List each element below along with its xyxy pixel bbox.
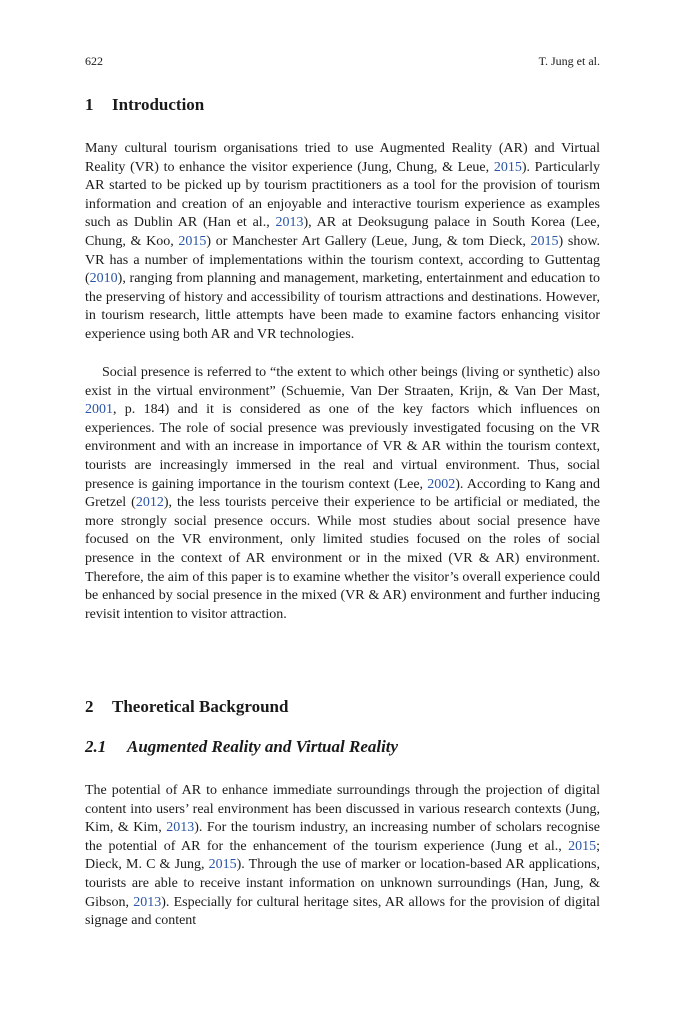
citation-link[interactable]: 2002 xyxy=(427,476,456,492)
paragraph-text: ). For the tourism industry, an increasing number of scholars recognise the potential of AR for the enhancement of the tourism experience (Jung et al., xyxy=(85,820,601,854)
paragraph-text: ). Especially for cultural heritage sites, AR allows for the provision of digital signage and content xyxy=(85,894,600,929)
citation-link[interactable]: 2015 xyxy=(493,159,522,175)
section-number: 2 xyxy=(85,697,94,716)
citation-link[interactable]: 2010 xyxy=(89,271,118,287)
citation-link[interactable]: 2015 xyxy=(568,838,597,854)
paragraph-ar-vr-1 xyxy=(85,782,600,931)
paragraph-text: ) or Manchester Art Gallery (Leue, Jung, & tom Dieck, xyxy=(206,233,531,249)
section-heading-introduction xyxy=(85,94,204,116)
page-number: 622 xyxy=(85,54,103,68)
paragraph-text: ; Dieck, M. C & Jung, xyxy=(85,838,600,873)
paragraph-text: The potential of AR to enhance immediate surroundings through the projection of digital content into users’ real environment has been discussed in various research contexts (Jung, Kim, & Kim, xyxy=(85,783,600,836)
paragraph-text: ). Through the use of marker or location-based AR applications, tourists are able to receive instant information on unknown surroundings (Han, Jung, & Gibson, xyxy=(85,857,600,910)
citation-link[interactable]: 2001 xyxy=(85,402,113,418)
subsection-number: 2.1 xyxy=(85,737,107,756)
paragraph-text: ), the less tourists perceive their experience to be artificial or mediated, the more strongly social presence occurs. While most studies about social presence have focused on the VR environment, only limited studies focused on the roles of social presence in the context of AR environment or in the mixed (VR & AR) environment. Therefore, the aim of this paper is to examine whether the visitor’s overall experience could be enhanced by social presence in the mixed (VR & AR) environment and further inducing revisit intention to visitor attraction. xyxy=(85,495,601,622)
citation-link[interactable]: 2015 xyxy=(208,857,237,873)
paragraph-text: Social presence is referred to “the extent to which other beings (living or synthetic) also exist in the virtual environment” (Schuemie, Van Der Straaten, Krijn, & Van Der Mast, xyxy=(85,365,600,399)
paragraph-intro-2 xyxy=(85,364,600,624)
citation-link[interactable]: 2013 xyxy=(133,894,162,910)
citation-link[interactable]: 2012 xyxy=(135,495,164,511)
paragraph-text: ). Particularly AR started to be picked up by tourism practitioners as a tool for the provision of tourism information and creation of an enjoyable and interactive tourism experience as examples such as Dublin AR (Han et al., xyxy=(85,159,600,231)
paragraph-text: , p. 184) and it is considered as one of the key factors which influences on experiences. The role of social presence was previously investigated focusing on the VR environment and with an increase in importance of VR & AR within the tourism context, tourists are increasingly immersed in the real and virtual environment. Thus, social presence is gaining importance in the tourism context (Lee, xyxy=(85,402,600,492)
section-title: Theoretical Background xyxy=(112,697,289,716)
page-header xyxy=(85,53,600,69)
paragraph-text: ), ranging from planning and management, marketing, entertainment and education to the preserving of history and accessibility of tourism attractions and destinations. However, in tourism research, little attempts have been made to examine factors enhancing visitor experience using both AR and VR technologies. xyxy=(85,271,600,342)
citation-link[interactable]: 2013 xyxy=(275,215,304,231)
paragraph-text: ) show. VR has a number of implementations within the tourism context, according to Guttentag ( xyxy=(85,233,601,287)
paragraph-text: ), AR at Deoksugung palace in South Korea (Lee, Chung, & Koo, xyxy=(85,215,600,249)
paragraph-text: ). According to Kang and Gretzel ( xyxy=(85,476,600,511)
subsection-title: Augmented Reality and Virtual Reality xyxy=(127,737,399,756)
section-heading-theoretical-background xyxy=(85,696,288,718)
citation-link[interactable]: 2013 xyxy=(166,820,195,836)
paragraph-text: Many cultural tourism organisations tried to use Augmented Reality (AR) and Virtual Reality (VR) to enhance the visitor experience (Jung, Chung, & Leue, xyxy=(85,141,600,175)
section-number: 1 xyxy=(85,95,94,114)
citation-link[interactable]: 2015 xyxy=(178,233,207,249)
subsection-heading-ar-vr xyxy=(85,736,398,758)
running-head: T. Jung et al. xyxy=(538,54,600,68)
citation-link[interactable]: 2015 xyxy=(530,233,559,249)
section-title: Introduction xyxy=(112,95,205,114)
paragraph-intro-1 xyxy=(85,140,600,345)
